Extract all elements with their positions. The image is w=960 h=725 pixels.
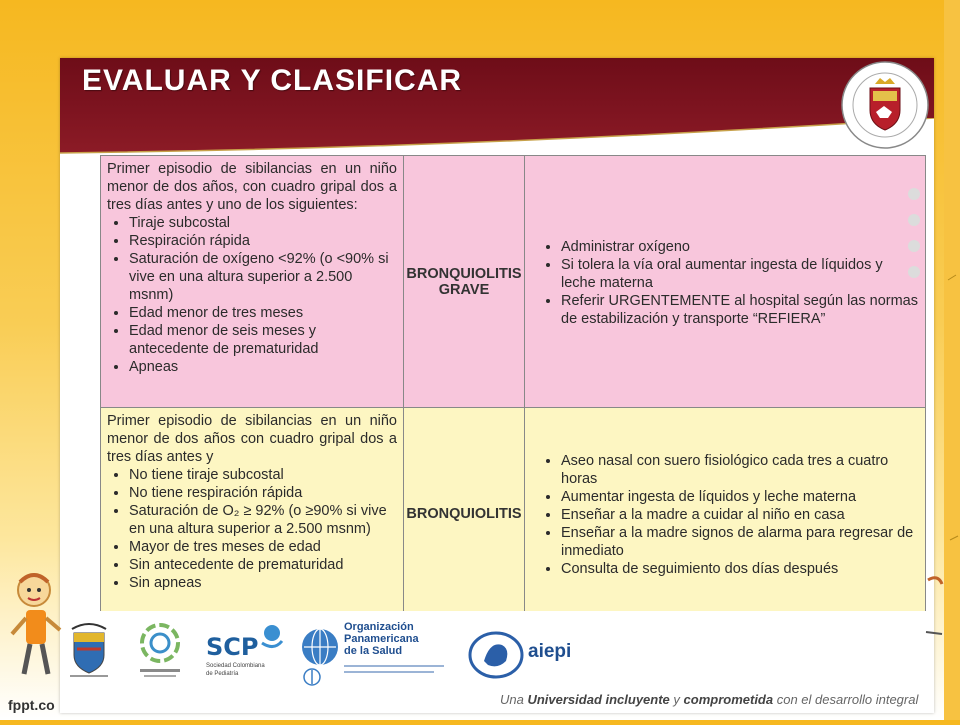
list-item: • Saturación de oxígeno <92% (o <90% si vive en una altura superior a 2.500 msnm) (129, 250, 397, 304)
slogan-text: Una (500, 692, 528, 707)
table-row-bronquiolitis-grave (101, 156, 926, 408)
treatment-cell (525, 408, 926, 620)
slogan-highlight: comprometida (683, 692, 774, 707)
slide (60, 58, 934, 713)
list-item: • Edad menor de tres meses (129, 304, 397, 322)
list-item: • Administrar oxígeno (561, 238, 919, 256)
list-item: • Mayor de tres meses de edad (129, 538, 397, 556)
dot-icon (908, 214, 920, 226)
aiepi-logo (468, 631, 588, 681)
signs-intro: Primer episodio de sibilancias en un niño menor de dos años, con cuadro gripal dos a tres días antes y uno de los siguientes: (107, 161, 397, 213)
list-item: • Consulta de seguimiento dos días después (561, 560, 919, 578)
signs-list (107, 214, 397, 376)
ops-line-3: de la Salud (344, 645, 403, 657)
child-drawing-icon (4, 568, 68, 693)
scp-text: SCP (206, 633, 259, 661)
university-seal-icon (840, 60, 930, 150)
ops-subtext-line (344, 665, 444, 667)
aiepi-emblem-icon (468, 631, 524, 679)
globe-icon (300, 627, 340, 667)
list-item: • Referir URGENTEMENTE al hospital según las normas de estabilización y transporte “REFIERA” (561, 292, 919, 328)
treatment-cell (525, 156, 926, 408)
list-item: • Sin antecedente de prematuridad (129, 556, 397, 574)
logo-footer (60, 611, 934, 713)
signs-intro: Primer episodio de sibilancias en un niño menor de dos años con cuadro gripal dos a tres días antes y (107, 413, 397, 465)
signs-cell (101, 156, 404, 408)
who-emblem-icon (302, 667, 332, 687)
list-item: • Enseñar a la madre a cuidar al niño en casa (561, 506, 919, 524)
scp-subtext-1: Sociedad Colombiana (206, 663, 265, 669)
plan-decenal-logo-icon (132, 619, 188, 688)
dot-icon (908, 266, 920, 278)
scp-logo (206, 621, 286, 681)
slide-title: EVALUAR Y CLASIFICAR (82, 64, 463, 97)
list-item: • No tiene respiración rápida (129, 484, 397, 502)
university-slogan (500, 692, 918, 707)
table-row-bronquiolitis (101, 408, 926, 620)
aiepi-text: aiepi (528, 641, 572, 662)
list-item: • Tiraje subcostal (129, 214, 397, 232)
watermark-text: fppt.co (8, 697, 55, 713)
classification-table (100, 155, 926, 620)
classification-cell (404, 156, 525, 408)
list-item: • Aseo nasal con suero fisiológico cada tres a cuatro horas (561, 452, 919, 488)
signs-list (107, 466, 397, 592)
treatment-list (539, 452, 919, 578)
signs-cell (101, 408, 404, 620)
list-item: • Aumentar ingesta de líquidos y leche materna (561, 488, 919, 506)
classification-cell (404, 408, 525, 620)
treatment-list (539, 238, 919, 328)
ops-line-1: Organización (344, 621, 414, 633)
dot-icon (908, 188, 920, 200)
list-item: • Saturación de O₂ ≥ 92% (o ≥90% si vive en una altura superior a 2.500 msnm) (129, 502, 397, 538)
colombia-coat-of-arms-icon (64, 619, 114, 684)
slogan-text: y (669, 692, 684, 707)
decorative-dots (908, 188, 920, 292)
ops-subtext-line (344, 671, 434, 673)
list-item: • Si tolera la vía oral aumentar ingesta de líquidos y leche materna (561, 256, 919, 292)
list-item: • No tiene tiraje subcostal (129, 466, 397, 484)
slogan-text: con el desarrollo integral (773, 692, 919, 707)
dot-icon (908, 240, 920, 252)
list-item: • Sin apneas (129, 574, 397, 592)
scp-subtext-2: de Pediatría (206, 671, 239, 677)
list-item: • Edad menor de seis meses y antecedente de prematuridad (129, 322, 397, 358)
list-item: • Enseñar a la madre signos de alarma para regresar de inmediato (561, 524, 919, 560)
slogan-highlight: Universidad incluyente (527, 692, 670, 707)
classification-label: BRONQUIOLITIS GRAVE (406, 265, 522, 298)
child-drawing-partial-icon (924, 570, 944, 645)
list-item: • Apneas (129, 358, 397, 376)
ops-logo (300, 621, 450, 687)
list-item: • Respiración rápida (129, 232, 397, 250)
background-stripe (944, 0, 960, 720)
ops-line-2: Panamericana (344, 633, 419, 645)
classification-label: BRONQUIOLITIS (406, 505, 522, 522)
